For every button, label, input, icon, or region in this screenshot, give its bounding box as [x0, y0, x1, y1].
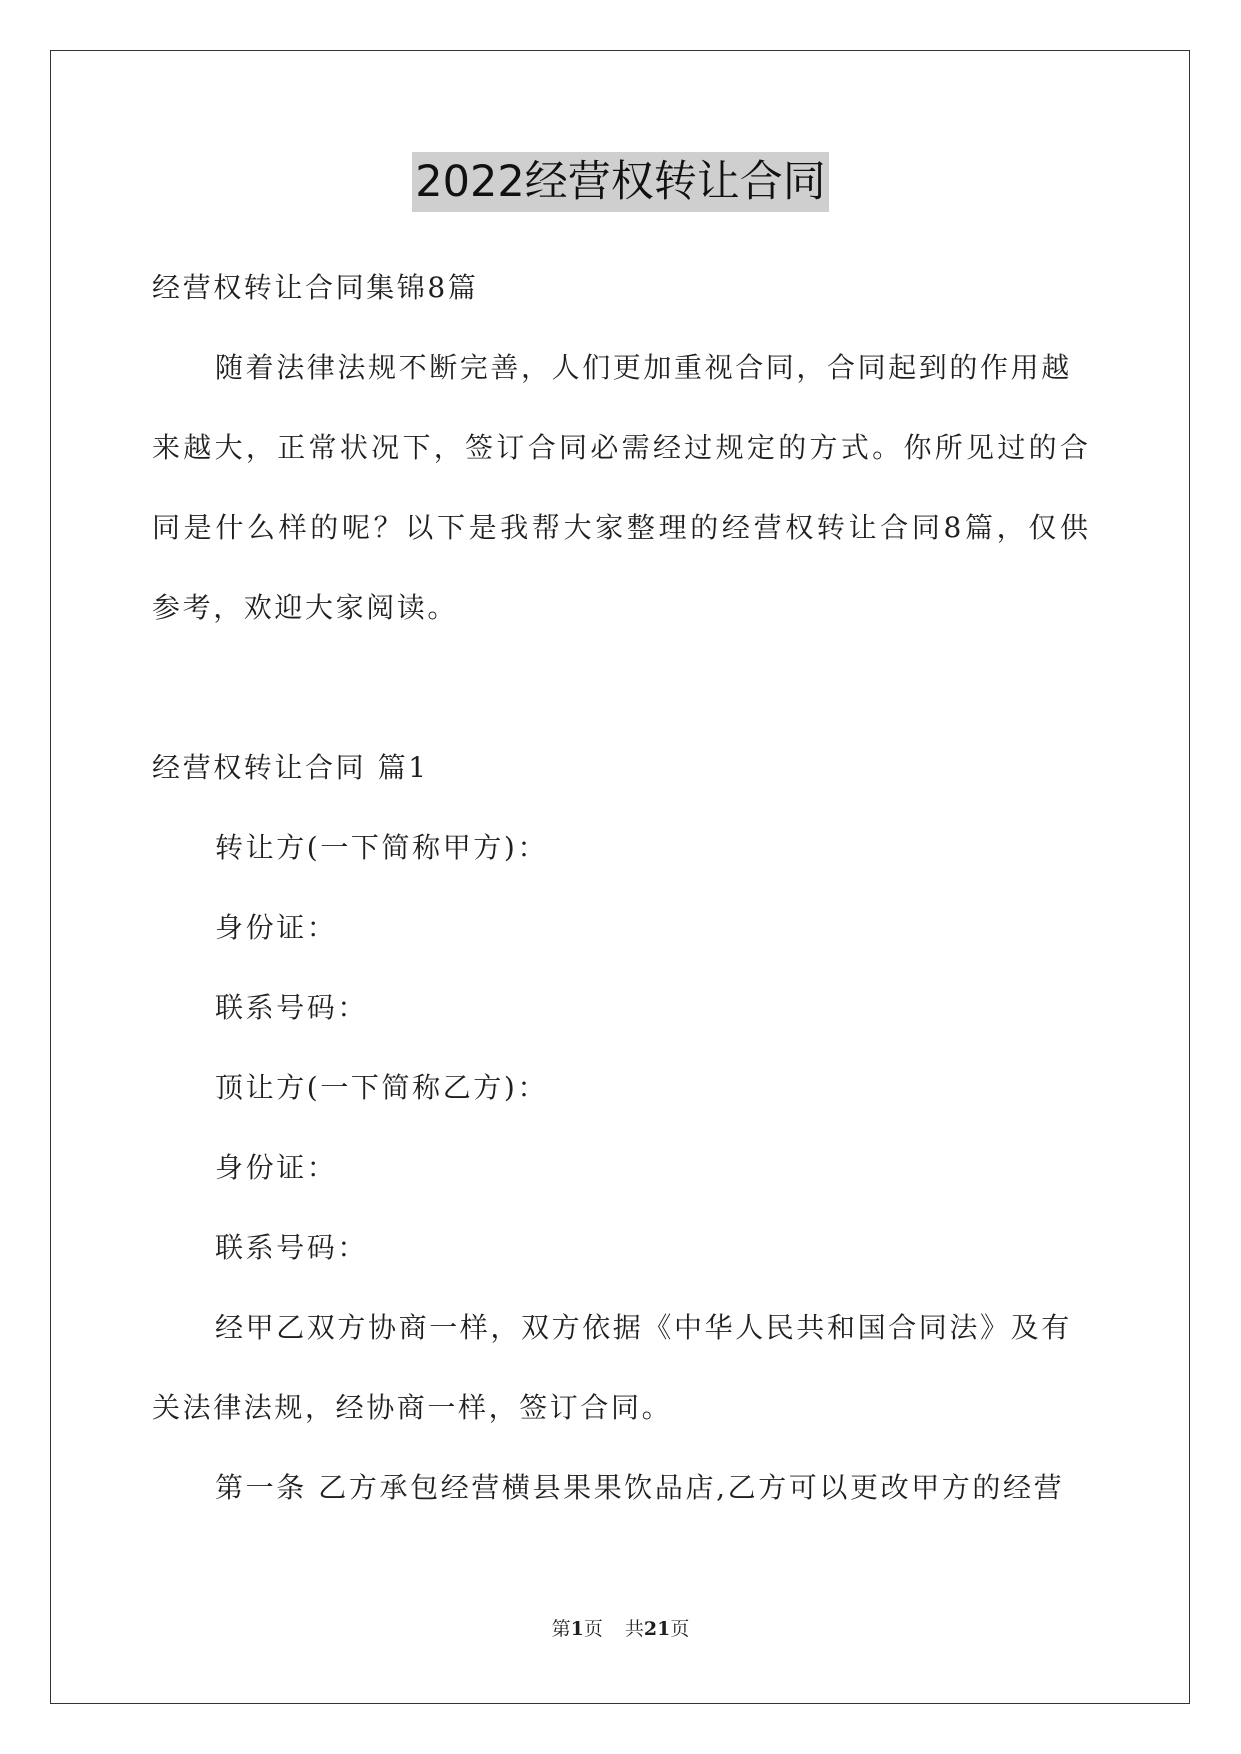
intro-line-4: 参考，欢迎大家阅读。	[152, 591, 459, 624]
transferee-label: 顶让方(一下简称乙方)：	[215, 1071, 549, 1104]
title-container	[0, 152, 1241, 212]
total-pages-number: 21	[643, 1618, 671, 1640]
footer-prefix: 第	[551, 1618, 571, 1640]
footer-total-suffix: 页	[670, 1618, 690, 1640]
transferor-phone-label: 联系号码：	[215, 991, 369, 1024]
section-heading: 经营权转让合同 篇1	[152, 751, 429, 784]
intro-line-1: 随着法律法规不断完善，人们更加重视合同，合同起到的作用越	[215, 351, 1072, 384]
footer-page-suffix: 页	[583, 1618, 603, 1640]
document-subtitle: 经营权转让合同集锦8篇	[152, 271, 479, 304]
agreement-line-1: 经甲乙双方协商一样，双方依据《中华人民共和国合同法》及有	[215, 1311, 1072, 1344]
intro-line-3: 同是什么样的呢？以下是我帮大家整理的经营权转让合同8篇，仅供	[152, 511, 1088, 544]
transferor-label: 转让方(一下简称甲方)：	[215, 831, 549, 864]
footer-total-prefix: 共	[624, 1618, 644, 1640]
transferee-phone-label: 联系号码：	[215, 1231, 369, 1264]
article-1-line: 第一条 乙方承包经营横县果果饮品店,乙方可以更改甲方的经营	[215, 1471, 1065, 1504]
agreement-line-2: 关法律法规，经协商一样，签订合同。	[152, 1391, 673, 1424]
transferee-id-label: 身份证：	[215, 1151, 338, 1184]
current-page-number: 1	[570, 1618, 584, 1640]
document-title: 2022经营权转让合同	[412, 152, 828, 212]
intro-line-2: 来越大，正常状况下，签订合同必需经过规定的方式。你所见过的合	[152, 431, 1088, 464]
page-footer	[0, 1616, 1241, 1642]
transferor-id-label: 身份证：	[215, 911, 338, 944]
